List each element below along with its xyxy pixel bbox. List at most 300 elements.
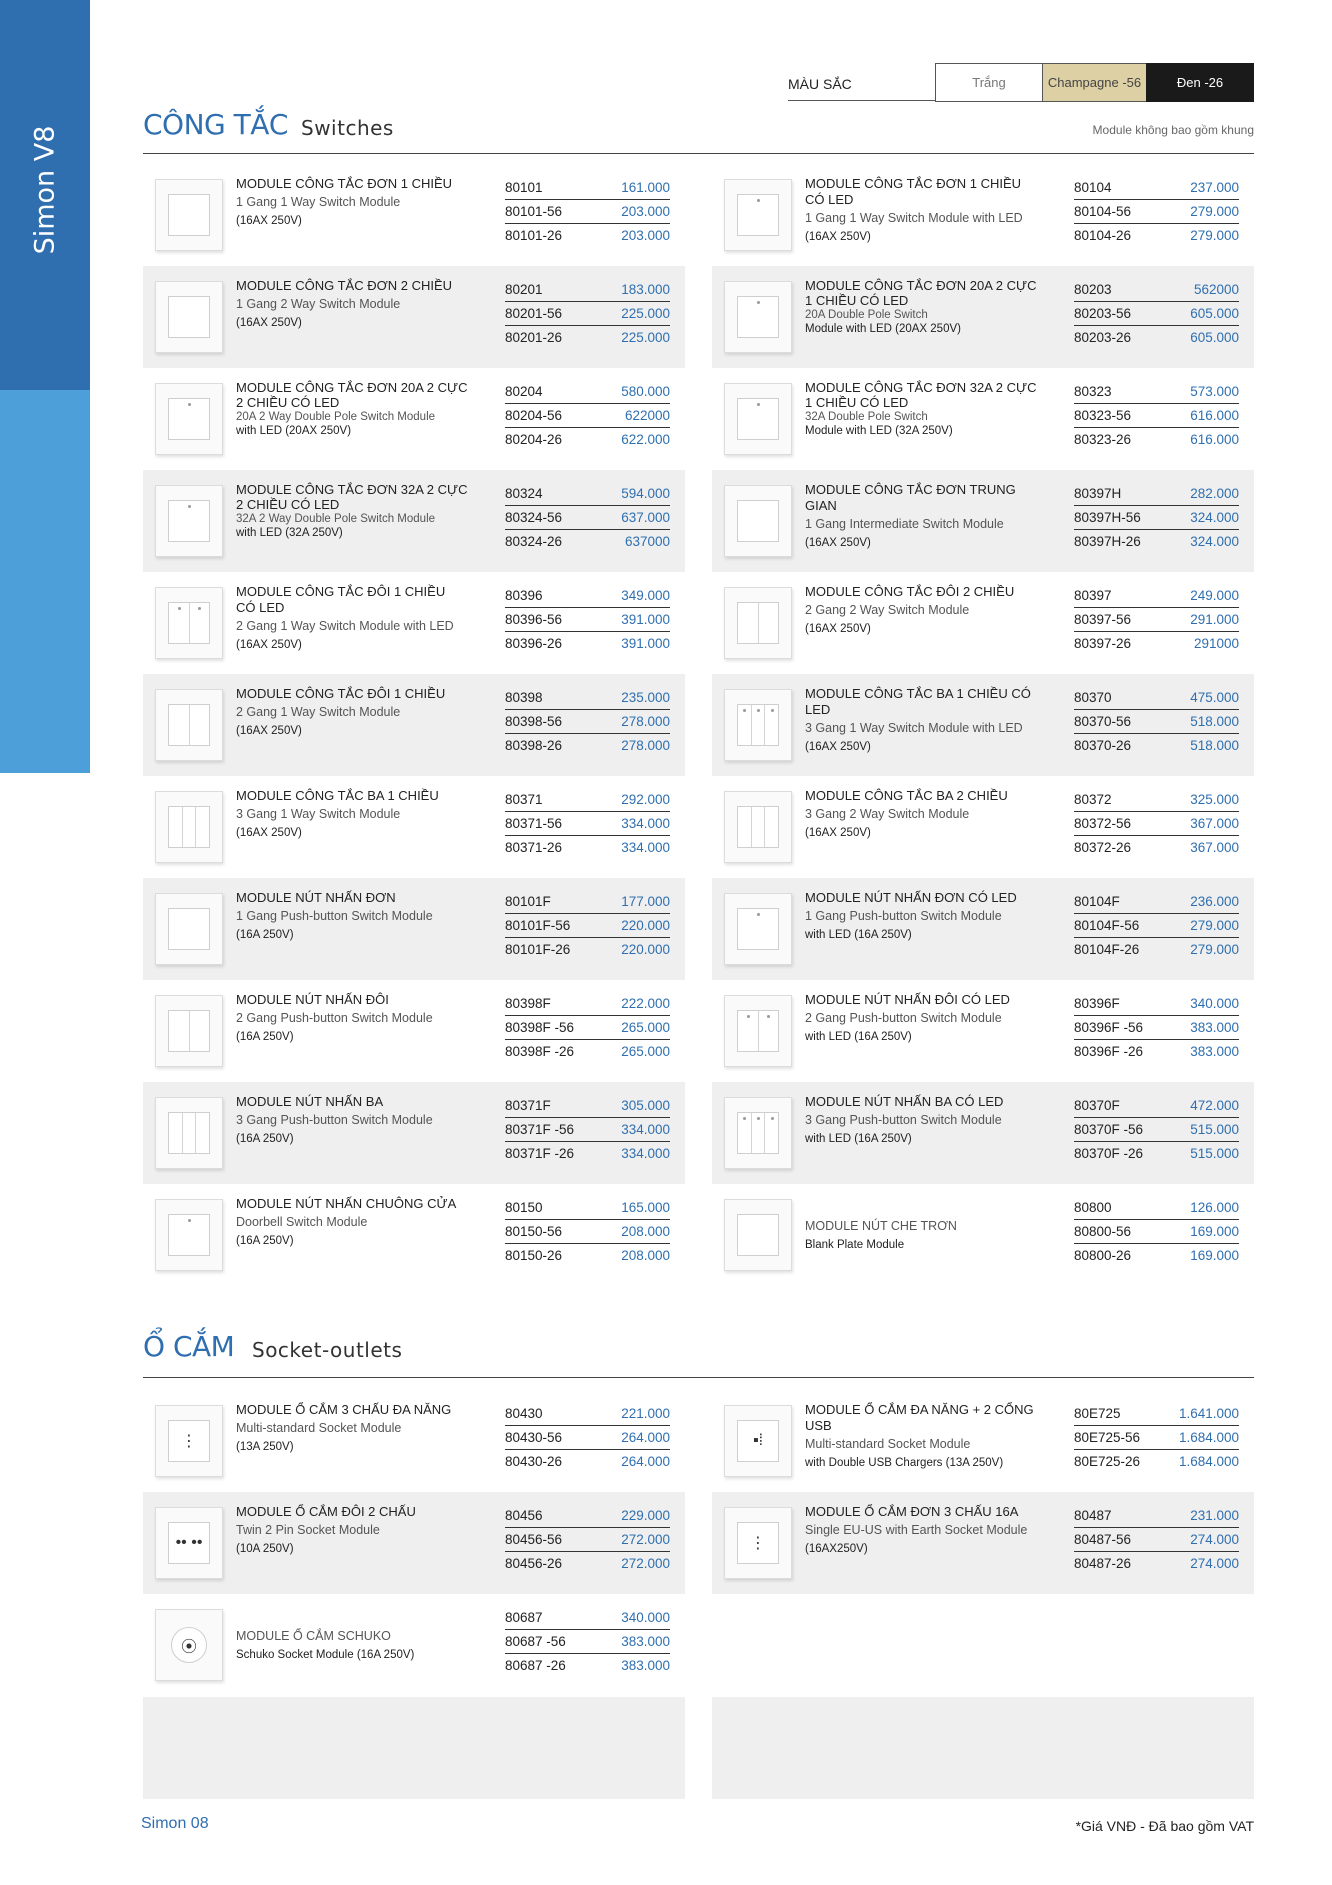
- price-row: [1074, 710, 1239, 734]
- price-row: [1074, 734, 1239, 758]
- price-row: [505, 1426, 670, 1450]
- price-row: [505, 1142, 670, 1166]
- product-code: 80150-26: [505, 1248, 563, 1263]
- product-rating: (16AX 250V): [236, 317, 302, 329]
- product-price: 605.000: [1190, 306, 1239, 321]
- product-codes: [505, 380, 670, 452]
- product-thumbnail-icon: [724, 689, 792, 761]
- product-price: 367.000: [1190, 840, 1239, 855]
- product-cell: [143, 1594, 685, 1696]
- price-row: [505, 1220, 670, 1244]
- product-cell: [143, 470, 685, 572]
- product-price: 340.000: [1190, 996, 1239, 1011]
- product-code: 80430: [505, 1406, 543, 1421]
- product-thumbnail-icon: [724, 893, 792, 965]
- product-price: 391.000: [621, 612, 670, 627]
- price-row: [505, 836, 670, 860]
- product-cell: [143, 1082, 685, 1184]
- product-thumbnail-icon: [724, 791, 792, 863]
- product-code: 80371F -26: [505, 1146, 575, 1161]
- price-row: [505, 734, 670, 758]
- product-codes: [505, 992, 670, 1064]
- product-code: 80398F -56: [505, 1020, 575, 1035]
- product-description: [805, 380, 1037, 438]
- product-description: [805, 788, 1037, 841]
- product-codes: [1074, 584, 1239, 656]
- price-row: [1074, 1450, 1239, 1474]
- product-price: 622000: [624, 408, 670, 423]
- product-code: 80324-26: [505, 534, 563, 549]
- product-thumbnail-icon: •• ••: [155, 1507, 223, 1579]
- price-row: [1074, 914, 1239, 938]
- product-description: [236, 890, 468, 943]
- price-row: [1074, 1118, 1239, 1142]
- product-rating: Module with LED (32A 250V): [805, 425, 953, 437]
- product-codes: [505, 1094, 670, 1166]
- product-code: 80397-26: [1074, 636, 1132, 651]
- product-code: 80104F: [1074, 894, 1120, 909]
- product-title: MODULE NÚT NHẤN ĐÔI: [236, 992, 389, 1007]
- color-option-champagne: Champagne -56: [1043, 63, 1146, 102]
- product-description: [805, 1216, 1037, 1253]
- product-code: 80456: [505, 1508, 543, 1523]
- product-price: 637.000: [621, 510, 670, 525]
- product-rating: (16AX 250V): [236, 827, 302, 839]
- product-codes: [505, 482, 670, 554]
- product-code: 80430-26: [505, 1454, 563, 1469]
- price-row: [1074, 1196, 1239, 1220]
- price-row: [1074, 380, 1239, 404]
- page-number: Simon 08: [141, 1815, 209, 1832]
- product-price: 334.000: [621, 816, 670, 831]
- product-code: 80372: [1074, 792, 1112, 807]
- product-price: 282.000: [1190, 486, 1239, 501]
- price-row: [1074, 506, 1239, 530]
- sockets-divider: [143, 1377, 1254, 1378]
- product-title: MODULE CÔNG TẮC BA 2 CHIỀU: [805, 788, 1008, 803]
- product-cell: [143, 572, 685, 674]
- product-thumbnail-icon: [724, 179, 792, 251]
- price-row: [1074, 938, 1239, 962]
- product-price: 169.000: [1190, 1224, 1239, 1239]
- product-title: MODULE NÚT NHẤN BA CÓ LED: [805, 1094, 1004, 1109]
- product-price: 279.000: [1190, 918, 1239, 933]
- product-title: MODULE CÔNG TẮC ĐƠN 2 CHIỀU: [236, 278, 453, 293]
- product-code: 80397H-26: [1074, 534, 1141, 549]
- product-description: [236, 686, 468, 739]
- product-price: 391.000: [621, 636, 670, 651]
- product-description: [805, 686, 1037, 755]
- price-row: [505, 1552, 670, 1576]
- product-code: 80371-56: [505, 816, 563, 831]
- product-cell: [712, 164, 1254, 266]
- product-code: 80430-56: [505, 1430, 563, 1445]
- product-price: 616.000: [1190, 408, 1239, 423]
- product-price: 272.000: [621, 1556, 670, 1571]
- price-row: [1074, 1426, 1239, 1450]
- product-thumbnail-icon: [155, 893, 223, 965]
- product-english-name: Twin 2 Pin Socket Module: [236, 1523, 380, 1537]
- price-row: [1074, 482, 1239, 506]
- product-price: 231.000: [1190, 1508, 1239, 1523]
- product-price: 349.000: [621, 588, 670, 603]
- product-price: 237.000: [1190, 180, 1239, 195]
- product-price: 236.000: [1190, 894, 1239, 909]
- price-row: [505, 1402, 670, 1426]
- product-code: 80101-56: [505, 204, 563, 219]
- product-price: 1.684.000: [1178, 1454, 1239, 1469]
- product-thumbnail-icon: [724, 485, 792, 557]
- product-price: 169.000: [1190, 1248, 1239, 1263]
- product-price: 1.641.000: [1178, 1406, 1239, 1421]
- product-thumbnail-icon: [155, 281, 223, 353]
- price-row: [1074, 1094, 1239, 1118]
- product-description: [805, 584, 1037, 637]
- price-row: [505, 1094, 670, 1118]
- product-description: [236, 380, 468, 438]
- product-code: 80687 -26: [505, 1658, 566, 1673]
- product-rating: with LED (16A 250V): [805, 1133, 912, 1145]
- product-price: 279.000: [1190, 204, 1239, 219]
- product-rating: (16AX 250V): [805, 537, 871, 549]
- product-codes: [1074, 278, 1239, 350]
- product-code: 80204-26: [505, 432, 563, 447]
- product-code: 80396-56: [505, 612, 563, 627]
- product-title: MODULE NÚT NHẤN BA: [236, 1094, 384, 1109]
- product-code: 80E725: [1074, 1406, 1121, 1421]
- product-code: 80101F: [505, 894, 551, 909]
- product-price: 475.000: [1190, 690, 1239, 705]
- product-code: 80204: [505, 384, 543, 399]
- product-rating: with LED (32A 250V): [236, 527, 343, 539]
- product-code: 80398F: [505, 996, 551, 1011]
- product-description: [236, 992, 468, 1045]
- product-codes: [1074, 1504, 1239, 1576]
- price-row: [505, 326, 670, 350]
- product-price: 340.000: [621, 1610, 670, 1625]
- price-row: [1074, 836, 1239, 860]
- product-price: 235.000: [621, 690, 670, 705]
- product-price: 220.000: [621, 918, 670, 933]
- price-row: [505, 632, 670, 656]
- product-title: MODULE CÔNG TẮC ĐƠN 20A 2 CỰC 2 CHIỀU CÓ LED: [236, 380, 468, 410]
- product-code: 80204-56: [505, 408, 563, 423]
- price-row: [1074, 608, 1239, 632]
- sidebar-brand-tab: [0, 0, 90, 390]
- product-code: 80101F-26: [505, 942, 571, 957]
- product-code: 80370-56: [1074, 714, 1132, 729]
- product-cell: [712, 674, 1254, 776]
- product-code: 80203: [1074, 282, 1112, 297]
- product-code: 80104-26: [1074, 228, 1132, 243]
- product-code: 80370F -56: [1074, 1122, 1144, 1137]
- product-rating: (16AX 250V): [805, 741, 871, 753]
- product-thumbnail-icon: [155, 179, 223, 251]
- product-english-name: 20A 2 Way Double Pole Switch Module: [236, 411, 436, 423]
- product-codes: [1074, 890, 1239, 962]
- product-code: 80372-26: [1074, 840, 1132, 855]
- product-thumbnail-icon: [155, 485, 223, 557]
- product-title: MODULE NÚT NHẤN ĐÔI CÓ LED: [805, 992, 1010, 1007]
- price-row: [505, 938, 670, 962]
- product-code: 80104F-56: [1074, 918, 1140, 933]
- product-cell: [712, 980, 1254, 1082]
- product-cell: [143, 1184, 685, 1286]
- product-thumbnail-icon: [724, 1097, 792, 1169]
- price-row: [505, 584, 670, 608]
- product-price: 264.000: [621, 1454, 670, 1469]
- product-thumbnail-icon: [724, 587, 792, 659]
- product-rating: (16A 250V): [236, 1031, 294, 1043]
- product-codes: [1074, 992, 1239, 1064]
- product-english-name: 3 Gang 2 Way Switch Module: [805, 807, 970, 821]
- product-thumbnail-icon: [155, 587, 223, 659]
- product-code: 80203-26: [1074, 330, 1132, 345]
- product-code: 80800: [1074, 1200, 1112, 1215]
- product-title: MODULE CÔNG TẮC ĐƠN 32A 2 CỰC 2 CHIỀU CÓ LED: [236, 482, 468, 512]
- price-row: [1074, 1552, 1239, 1576]
- product-thumbnail-icon: [155, 1199, 223, 1271]
- sockets-title: Ổ CẮM: [143, 1330, 235, 1363]
- price-row: [505, 1244, 670, 1268]
- product-rating: Schuko Socket Module (16A 250V): [236, 1649, 415, 1661]
- price-row: [505, 1528, 670, 1552]
- product-code: 80487: [1074, 1508, 1112, 1523]
- product-price: 272.000: [621, 1532, 670, 1547]
- brand-label: Simon V8: [29, 125, 61, 255]
- product-price: 264.000: [621, 1430, 670, 1445]
- price-row: [1074, 1016, 1239, 1040]
- color-label-underline: [788, 100, 936, 101]
- product-cell: [712, 1390, 1254, 1492]
- price-row: [1074, 278, 1239, 302]
- product-price: 383.000: [621, 1658, 670, 1673]
- price-row: [505, 428, 670, 452]
- product-code: 80396-26: [505, 636, 563, 651]
- price-row: [1074, 992, 1239, 1016]
- product-title: MODULE CÔNG TẮC ĐƠN TRUNG GIAN: [805, 482, 1016, 513]
- product-description: [236, 788, 468, 841]
- product-code: 80371F -56: [505, 1122, 575, 1137]
- product-thumbnail-icon: [155, 383, 223, 455]
- product-price: 515.000: [1190, 1122, 1239, 1137]
- price-row: [505, 200, 670, 224]
- product-code: 80203-56: [1074, 306, 1132, 321]
- product-rating: (16AX250V): [805, 1543, 868, 1555]
- price-row: [1074, 686, 1239, 710]
- product-price: 291000: [1193, 636, 1239, 651]
- product-cell: [712, 470, 1254, 572]
- price-row: [1074, 176, 1239, 200]
- product-code: 80456-56: [505, 1532, 563, 1547]
- product-price: 518.000: [1190, 714, 1239, 729]
- product-code: 80800-26: [1074, 1248, 1132, 1263]
- price-row: [505, 1606, 670, 1630]
- color-option-white: Trắng: [935, 63, 1043, 102]
- product-price: 165.000: [621, 1200, 670, 1215]
- price-row: [505, 1016, 670, 1040]
- product-thumbnail-icon: ⋮: [724, 1507, 792, 1579]
- price-row: [1074, 302, 1239, 326]
- product-price: 562000: [1193, 282, 1239, 297]
- product-rating: Blank Plate Module: [805, 1239, 905, 1251]
- product-code: 80397H: [1074, 486, 1122, 501]
- product-cell: [712, 1184, 1254, 1286]
- product-codes: [505, 1402, 670, 1474]
- empty-cell: [712, 1697, 1254, 1799]
- product-title: MODULE Ổ CẮM ĐÔI 2 CHẤU: [236, 1504, 416, 1519]
- product-codes: [505, 176, 670, 248]
- product-description: [805, 1504, 1037, 1557]
- product-english-name: Single EU-US with Earth Socket Module: [805, 1523, 1028, 1537]
- product-code: 80456-26: [505, 1556, 563, 1571]
- price-row: [1074, 1504, 1239, 1528]
- product-english-name: 2 Gang Push-button Switch Module: [236, 1011, 433, 1025]
- product-code: 80101F-56: [505, 918, 571, 933]
- product-thumbnail-icon: [155, 1097, 223, 1169]
- product-title: MODULE CÔNG TẮC ĐƠN 32A 2 CỰC 1 CHIỀU CÓ LED: [805, 380, 1037, 410]
- product-title: MODULE Ổ CẮM ĐƠN 3 CHẤU 16A: [805, 1504, 1019, 1519]
- product-code: 80371: [505, 792, 543, 807]
- product-code: 80201-26: [505, 330, 563, 345]
- product-codes: [505, 278, 670, 350]
- price-note: *Giá VNĐ - Đã bao gồm VAT: [1075, 1818, 1254, 1834]
- product-codes: [1074, 686, 1239, 758]
- product-cell: [712, 1082, 1254, 1184]
- product-code: 80370F: [1074, 1098, 1120, 1113]
- product-price: 324.000: [1190, 534, 1239, 549]
- product-cell: [143, 878, 685, 980]
- product-description: [236, 278, 468, 331]
- product-price: 616.000: [1190, 432, 1239, 447]
- price-row: [505, 914, 670, 938]
- product-price: 334.000: [621, 1146, 670, 1161]
- price-row: [505, 278, 670, 302]
- product-code: 80370F -26: [1074, 1146, 1144, 1161]
- price-row: [505, 176, 670, 200]
- price-row: [1074, 1142, 1239, 1166]
- price-row: [1074, 326, 1239, 350]
- product-price: 367.000: [1190, 816, 1239, 831]
- price-row: [505, 992, 670, 1016]
- product-codes: [505, 1606, 670, 1678]
- product-rating: (16AX 250V): [805, 623, 871, 635]
- product-price: 203.000: [621, 204, 670, 219]
- price-row: [505, 404, 670, 428]
- product-code: 80323-56: [1074, 408, 1132, 423]
- product-description: [805, 482, 1037, 551]
- product-description: [805, 278, 1037, 336]
- product-codes: [505, 1196, 670, 1268]
- product-price: 221.000: [621, 1406, 670, 1421]
- product-english-name: MODULE NÚT CHE TRƠN: [805, 1219, 957, 1233]
- product-rating: (10A 250V): [236, 1543, 294, 1555]
- product-price: 594.000: [621, 486, 670, 501]
- product-price: 203.000: [621, 228, 670, 243]
- product-price: 573.000: [1190, 384, 1239, 399]
- product-english-name: 20A Double Pole Switch: [805, 309, 928, 321]
- product-rating: with LED (16A 250V): [805, 929, 912, 941]
- product-codes: [1074, 380, 1239, 452]
- product-description: [236, 1402, 468, 1455]
- product-thumbnail-icon: [155, 791, 223, 863]
- product-code: 80371F: [505, 1098, 551, 1113]
- product-code: 80201: [505, 282, 543, 297]
- product-english-name: 1 Gang 1 Way Switch Module: [236, 195, 401, 209]
- price-row: [1074, 530, 1239, 554]
- product-cell: [712, 572, 1254, 674]
- product-description: [236, 584, 468, 653]
- product-cell: [143, 266, 685, 368]
- product-cell: [712, 878, 1254, 980]
- price-row: [505, 710, 670, 734]
- product-title: MODULE Ổ CẮM 3 CHẤU ĐA NĂNG: [236, 1402, 452, 1417]
- product-price: 515.000: [1190, 1146, 1239, 1161]
- product-code: 80398F -26: [505, 1044, 575, 1059]
- product-title: MODULE NÚT NHẤN ĐƠN: [236, 890, 396, 905]
- price-row: [1074, 1040, 1239, 1064]
- product-code: 80371-26: [505, 840, 563, 855]
- product-code: 80397-56: [1074, 612, 1132, 627]
- product-code: 80800-56: [1074, 1224, 1132, 1239]
- price-row: [505, 224, 670, 248]
- product-english-name: 1 Gang 1 Way Switch Module with LED: [805, 211, 1023, 225]
- price-row: [505, 608, 670, 632]
- product-code: 80E725-56: [1074, 1430, 1141, 1445]
- product-code: 80396F: [1074, 996, 1120, 1011]
- section-label: CÔNG TẮC - Ổ CẮM: [30, 851, 60, 1109]
- product-english-name: 1 Gang Push-button Switch Module: [805, 909, 1002, 923]
- price-row: [1074, 1528, 1239, 1552]
- product-code: 80396: [505, 588, 543, 603]
- product-description: [236, 1196, 468, 1249]
- product-title: MODULE CÔNG TẮC ĐƠN 1 CHIỀU: [236, 176, 453, 191]
- product-code: 80397H-56: [1074, 510, 1141, 525]
- product-cell: [712, 266, 1254, 368]
- product-cell: [712, 1492, 1254, 1594]
- product-price: 274.000: [1190, 1556, 1239, 1571]
- product-code: 80324: [505, 486, 543, 501]
- product-price: 249.000: [1190, 588, 1239, 603]
- price-row: [505, 1196, 670, 1220]
- product-cell: [712, 368, 1254, 470]
- product-title: MODULE CÔNG TẮC ĐÔI 1 CHIỀU: [236, 686, 446, 701]
- product-english-name: Doorbell Switch Module: [236, 1215, 368, 1229]
- product-price: 305.000: [621, 1098, 670, 1113]
- switches-subtitle: Switches: [301, 116, 394, 140]
- product-english-name: 3 Gang 1 Way Switch Module: [236, 807, 401, 821]
- product-price: 229.000: [621, 1508, 670, 1523]
- price-row: [505, 890, 670, 914]
- product-code: 80397: [1074, 588, 1112, 603]
- product-cell: [143, 980, 685, 1082]
- product-code: 80398-26: [505, 738, 563, 753]
- product-codes: [1074, 1094, 1239, 1166]
- product-description: [805, 992, 1037, 1045]
- product-price: 274.000: [1190, 1532, 1239, 1547]
- product-cell: [143, 164, 685, 266]
- product-description: [236, 176, 468, 229]
- product-codes: [1074, 1402, 1239, 1474]
- product-rating: (16AX 250V): [805, 827, 871, 839]
- product-cell: [143, 368, 685, 470]
- product-cell: [143, 1390, 685, 1492]
- product-description: [236, 1094, 468, 1147]
- frame-note: Module không bao gồm khung: [1092, 123, 1254, 137]
- product-code: 80150: [505, 1200, 543, 1215]
- price-row: [1074, 1220, 1239, 1244]
- product-price: 208.000: [621, 1248, 670, 1263]
